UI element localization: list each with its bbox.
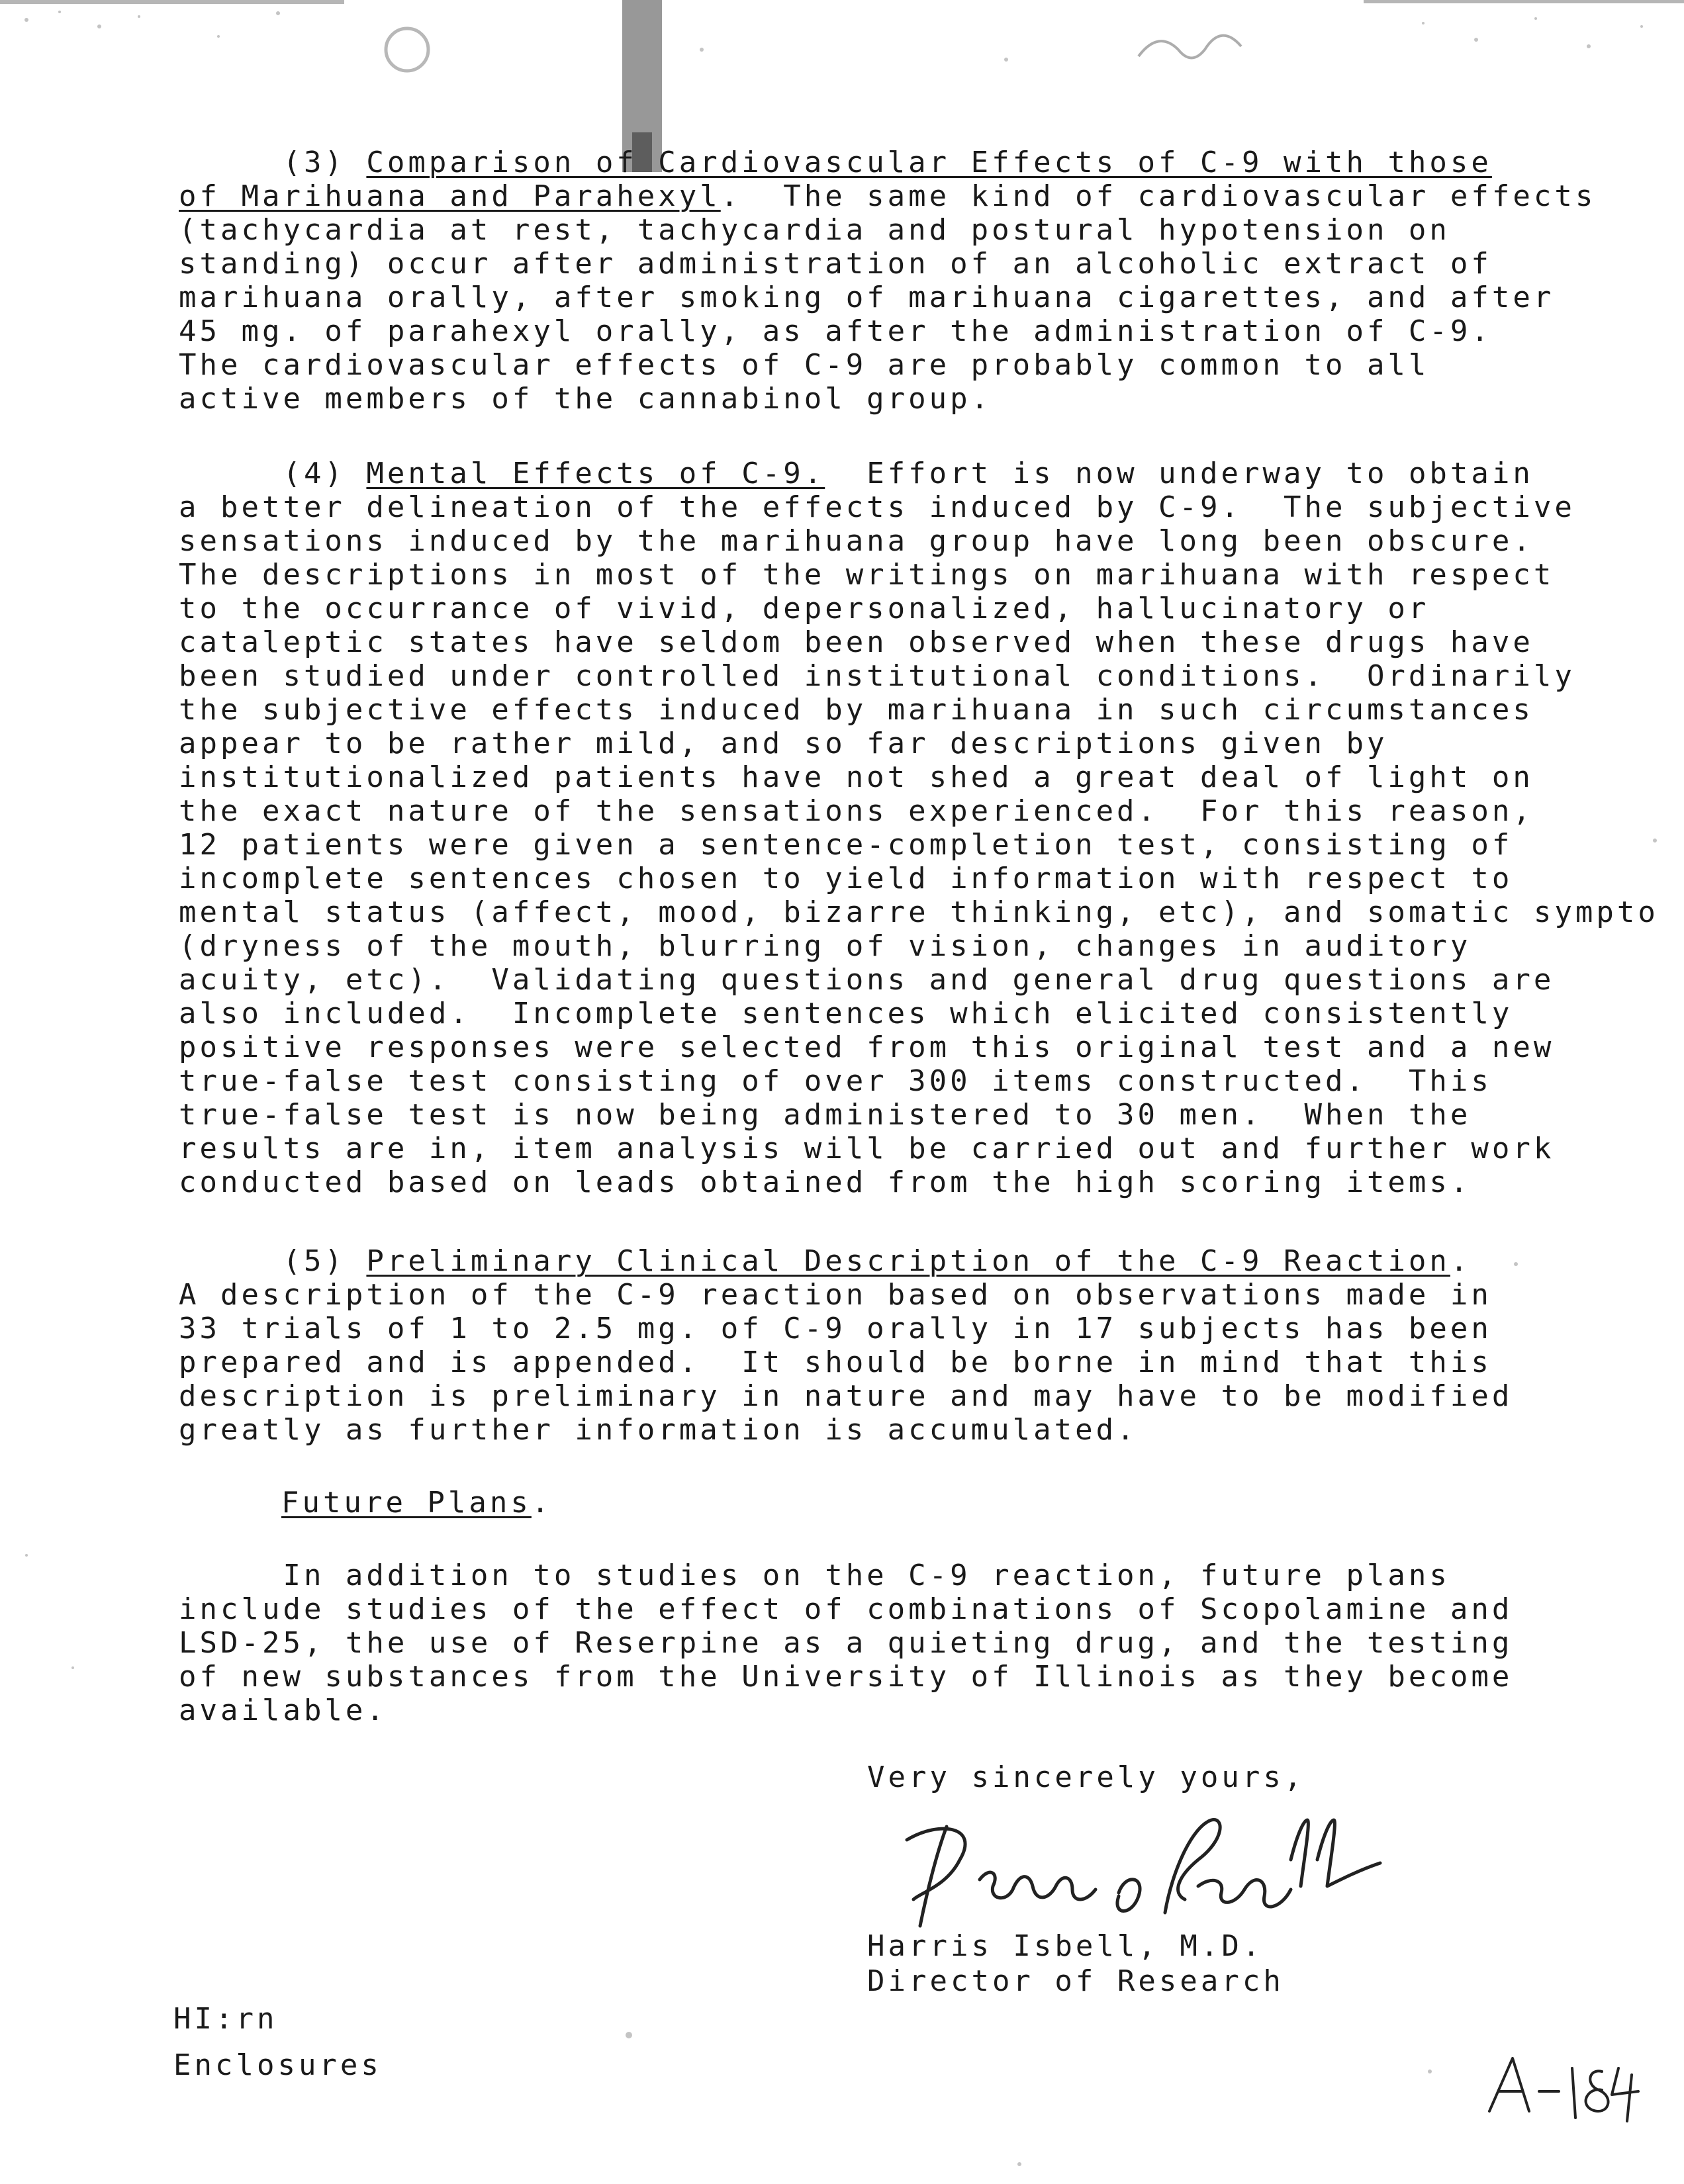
text-line xyxy=(179,348,1635,382)
line-text: 45 mg. of parahexyl orally, as after the administration of C-9. xyxy=(179,314,1492,348)
line-text: In addition to studies on the C-9 reaction, future plans xyxy=(179,1559,1450,1592)
typist-initials: HI:rn xyxy=(173,2002,278,2036)
line-text: true-false test is now being administered to 30 men. When the xyxy=(179,1098,1472,1132)
line-text: to the occurrance of vivid, depersonalized, hallucinatory or xyxy=(179,592,1430,625)
svg-text:Harris Isbell: Harris Isbell xyxy=(880,1813,886,1814)
text-line xyxy=(179,625,1635,659)
text-line xyxy=(179,1312,1635,1345)
text-line xyxy=(179,1132,1635,1165)
line-text: mental status (affect, mood, bizarre thinking, etc), and somatic sympto xyxy=(179,895,1659,929)
text-line xyxy=(179,929,1635,963)
line-text: appear to be rather mild, and so far descriptions given by xyxy=(179,727,1388,760)
text-line xyxy=(179,314,1635,348)
line-text: 33 trials of 1 to 2.5 mg. of C-9 orally in 17 subjects has been xyxy=(179,1312,1492,1345)
line-text: prepared and is appended. It should be borne in mind that this xyxy=(179,1345,1492,1379)
line-text: conducted based on leads obtained from the high scoring items. xyxy=(179,1165,1472,1199)
line-text: incomplete sentences chosen to yield information with respect to xyxy=(179,862,1513,895)
underlined-heading-text: Comparison of Cardiovascular Effects of C-9 with those xyxy=(366,146,1492,179)
line-text: include studies of the effect of combinations of Scopolamine and xyxy=(179,1592,1513,1626)
line-text: the subjective effects induced by marihuana in such circumstances xyxy=(179,693,1534,727)
line-text: a better delineation of the effects induced by C-9. The subjective xyxy=(179,490,1575,524)
line-text: greatly as further information is accumulated. xyxy=(179,1413,1138,1447)
text-line xyxy=(179,963,1635,997)
line-text: marihuana orally, after smoking of marihuana cigarettes, and after xyxy=(179,281,1555,314)
handwritten-page-number xyxy=(1483,2045,1642,2131)
text-line xyxy=(179,1098,1635,1132)
underlined-heading-text: Preliminary Clinical Description of the C-9 Reaction xyxy=(366,1244,1450,1278)
text-line xyxy=(179,213,1635,247)
line-text: . The same kind of cardiovascular effects xyxy=(720,179,1597,213)
text-line xyxy=(179,558,1635,592)
text-line xyxy=(179,179,1635,213)
line-text: 12 patients were given a sentence-completion test, consisting of xyxy=(179,828,1513,862)
line-text: (tachycardia at rest, tachycardia and postural hypotension on xyxy=(179,213,1450,247)
line-text: cataleptic states have seldom been observed when these drugs have xyxy=(179,625,1534,659)
line-text: acuity, etc). Validating questions and general drug questions are xyxy=(179,963,1555,997)
text-line xyxy=(179,997,1635,1030)
line-text: sensations induced by the marihuana group have long been obscure. xyxy=(179,524,1534,558)
line-text: of new substances from the University of Illinois as they become xyxy=(179,1660,1513,1694)
text-line xyxy=(179,693,1635,727)
line-text: . xyxy=(1450,1244,1472,1278)
future-plans-heading: Future Plans. xyxy=(281,1486,553,1520)
text-line xyxy=(179,281,1635,314)
paragraph-5 xyxy=(179,1244,1635,1447)
text-line xyxy=(179,1626,1635,1660)
text-line xyxy=(179,1694,1635,1727)
text-line xyxy=(179,862,1635,895)
text-line xyxy=(179,1244,1635,1278)
line-text: also included. Incomplete sentences which elicited consistently xyxy=(179,997,1513,1030)
underlined-heading-text: of Marihuana and Parahexyl xyxy=(179,179,721,213)
handwritten-signature xyxy=(880,1813,1397,1939)
text-line xyxy=(179,1278,1635,1312)
line-text: institutionalized patients have not shed a great deal of light on xyxy=(179,760,1534,794)
text-line xyxy=(179,895,1659,929)
line-text: the exact nature of the sensations experienced. For this reason, xyxy=(179,794,1534,828)
text-line xyxy=(179,1379,1635,1413)
paragraph-4 xyxy=(179,457,1659,1199)
line-text: positive responses were selected from this original test and a new xyxy=(179,1030,1555,1064)
text-line xyxy=(179,146,1635,179)
text-line xyxy=(179,1345,1635,1379)
closing-name: Harris Isbell, M.D. xyxy=(867,1929,1264,1963)
line-text: been studied under controlled institutional conditions. Ordinarily xyxy=(179,659,1575,693)
text-line xyxy=(179,1165,1635,1199)
text-line xyxy=(179,490,1635,524)
svg-text:A-184: A-184 xyxy=(1483,2045,1485,2046)
text-line xyxy=(179,1413,1635,1447)
text-line xyxy=(179,1064,1635,1098)
line-text: (4) xyxy=(179,457,367,490)
line-text: active members of the cannabinol group. xyxy=(179,382,992,416)
text-line xyxy=(179,1592,1635,1626)
text-line xyxy=(179,727,1635,760)
line-text: (dryness of the mouth, blurring of vision, changes in auditory xyxy=(179,929,1472,963)
line-text: The cardiovascular effects of C-9 are probably common to all xyxy=(179,348,1430,382)
closing-salutation: Very sincerely yours, xyxy=(867,1760,1305,1794)
line-text: (3) xyxy=(179,146,367,179)
text-line xyxy=(179,247,1635,281)
line-text: true-false test consisting of over 300 items constructed. This xyxy=(179,1064,1492,1098)
text-line xyxy=(179,457,1635,490)
underlined-heading-text: Mental Effects of C-9. xyxy=(366,457,825,490)
line-text: (5) xyxy=(179,1244,367,1278)
line-text: description is preliminary in nature and may have to be modified xyxy=(179,1379,1513,1413)
line-text: The descriptions in most of the writings on marihuana with respect xyxy=(179,558,1555,592)
text-line xyxy=(179,524,1635,558)
line-text: Effort is now underway to obtain xyxy=(825,457,1534,490)
enclosures-note: Enclosures xyxy=(173,2048,382,2082)
text-line xyxy=(179,659,1635,693)
line-text: A description of the C-9 reaction based on observations made in xyxy=(179,1278,1492,1312)
text-line xyxy=(179,760,1635,794)
line-text: LSD-25, the use of Reserpine as a quieting drug, and the testing xyxy=(179,1626,1513,1660)
line-text: results are in, item analysis will be carried out and further work xyxy=(179,1132,1555,1165)
text-line xyxy=(179,382,1635,416)
text-line xyxy=(179,794,1635,828)
text-line xyxy=(179,592,1635,625)
closing-title: Director of Research xyxy=(867,1964,1284,1998)
line-text: available. xyxy=(179,1694,387,1727)
text-line xyxy=(179,1030,1635,1064)
line-text: standing) occur after administration of an alcoholic extract of xyxy=(179,247,1492,281)
text-line xyxy=(179,828,1635,862)
paragraph-3 xyxy=(179,146,1635,416)
text-line xyxy=(179,1660,1635,1694)
text-line xyxy=(179,1559,1635,1592)
paragraph-future-plans xyxy=(179,1559,1635,1727)
